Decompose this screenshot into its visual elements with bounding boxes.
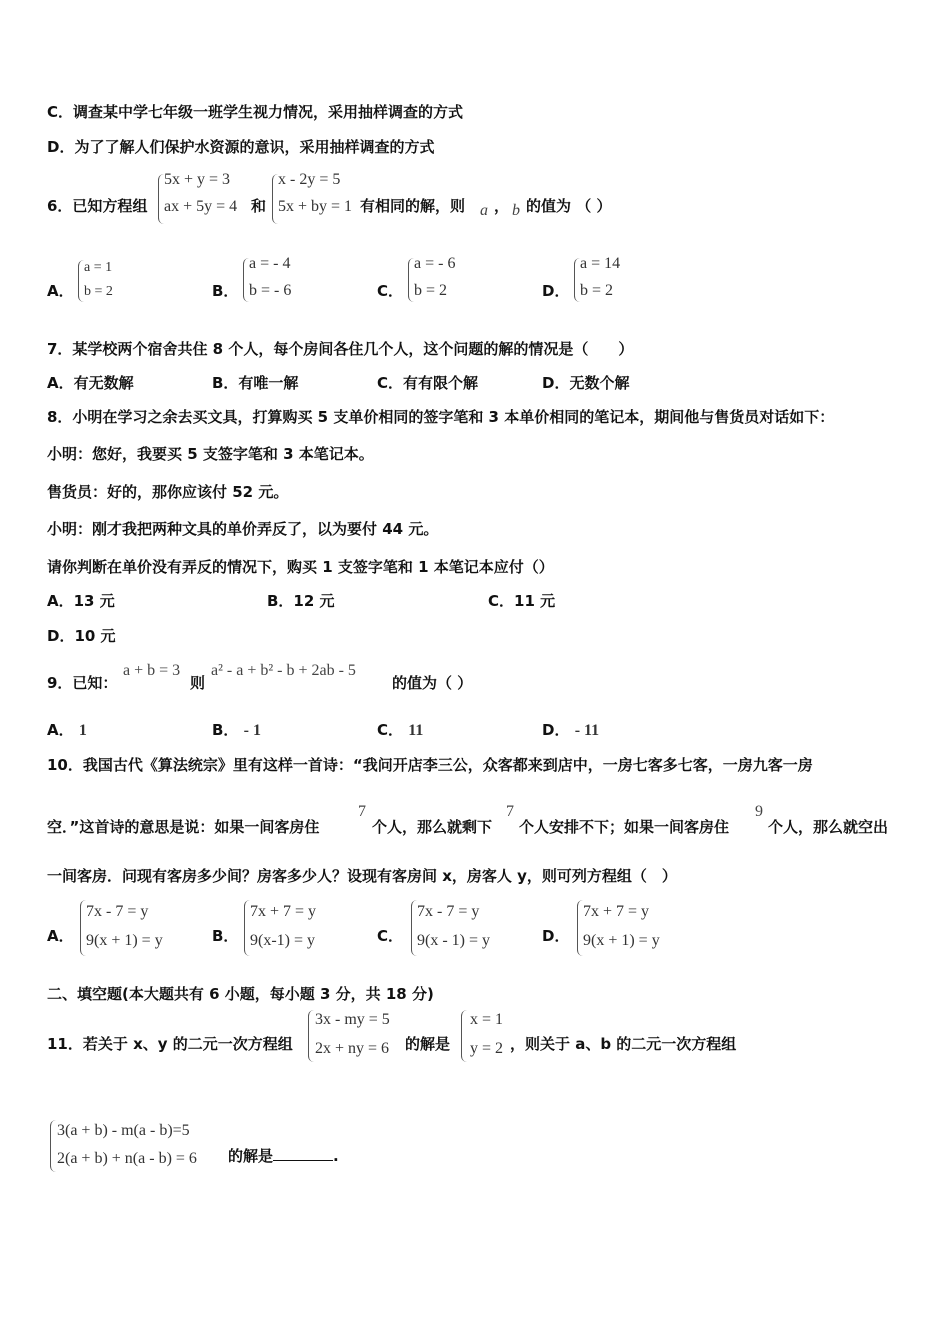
option-b[interactable]: B．12 元 bbox=[267, 592, 335, 610]
brace bbox=[461, 1010, 468, 1062]
q8-dialog-3: 小明：刚才我把两种文具的单价弄反了，以为要付 44 元。 bbox=[47, 520, 439, 538]
q9-expression: a² - a + b² - b + 2ab - 5 bbox=[211, 662, 356, 679]
q10-text-b: 个人，那么就剩下 bbox=[372, 818, 493, 836]
option-c-system: a = - 6 b = 2 bbox=[414, 255, 456, 299]
q10-text-d: 个人，那么就空出 bbox=[768, 818, 889, 836]
q6-var-b: b bbox=[512, 202, 520, 219]
option-c[interactable]: C．11 元 bbox=[488, 592, 556, 610]
option-a-label[interactable]: A． bbox=[47, 721, 74, 739]
q6-system-1: 5x + y = 3 ax + 5y = 4 bbox=[164, 171, 238, 215]
question-8: 8．小明在学习之余去买文具，打算购买 5 支单价相同的签字笔和 3 本单价相同的笔记本，期间他与售货员对话如下： bbox=[47, 408, 835, 426]
option-d-label[interactable]: D． bbox=[542, 721, 570, 739]
option-c-prev: C．调查某中学七年级一班学生视力情况，采用抽样调查的方式 bbox=[47, 103, 464, 121]
option-a[interactable]: A．有无数解 bbox=[47, 374, 134, 392]
option-b[interactable]: B．有唯一解 bbox=[212, 374, 299, 392]
option-d-system: 7x + 7 = y 9(x + 1) = y bbox=[583, 903, 660, 949]
q11-end: . bbox=[333, 1147, 339, 1165]
q9-suffix: 的值为（ ） bbox=[392, 674, 473, 692]
q11-system-2: x = 1 y = 2 bbox=[470, 1011, 504, 1057]
brace bbox=[50, 1120, 57, 1172]
question-10: 10．我国古代《算法统宗》里有这样一首诗：“我问开店李三公，众客都来到店中，一房七客多七客，一房九客一房 bbox=[47, 756, 813, 774]
q11-system-3: 3(a + b) - m(a - b)=5 2(a + b) + n(a - b) = 6 bbox=[57, 1122, 197, 1167]
option-d-label[interactable]: D． bbox=[542, 282, 570, 300]
q11-prefix: 11．若关于 x、y 的二元一次方程组 bbox=[47, 1035, 293, 1053]
q6-system-2: x - 2y = 5 5x + by = 1 bbox=[278, 171, 353, 215]
q6-suffix: 的值为 （ ） bbox=[526, 197, 612, 215]
option-a-label[interactable]: A． bbox=[47, 927, 74, 945]
q6-comma: ， bbox=[494, 197, 510, 215]
q10-number-7a: 7 bbox=[358, 803, 366, 820]
q10-number-7b: 7 bbox=[506, 803, 514, 820]
option-b-label[interactable]: B． bbox=[212, 721, 239, 739]
q11-answer-line bbox=[228, 1146, 339, 1166]
section-2-heading: 二、填空题(本大题共有 6 小题，每小题 3 分，共 18 分) bbox=[47, 985, 434, 1003]
q8-dialog-1: 小明：您好，我要买 5 支签字笔和 3 本笔记本。 bbox=[47, 445, 374, 463]
q10-text-a: 空．”这首诗的意思是说：如果一间客房住 bbox=[47, 818, 320, 836]
option-c[interactable]: C．有有限个解 bbox=[377, 374, 479, 392]
brace bbox=[308, 1010, 315, 1062]
q6-and: 和 bbox=[251, 197, 267, 215]
q11-system-1: 3x - my = 5 2x + ny = 6 bbox=[315, 1011, 390, 1057]
option-d-system: a = 14 b = 2 bbox=[580, 255, 621, 299]
option-b-value: - 1 bbox=[243, 722, 261, 739]
q6-prefix: 6．已知方程组 bbox=[47, 197, 148, 215]
option-c-label[interactable]: C． bbox=[377, 927, 404, 945]
q10-line-3: 一间客房．问现有客房多少间？房客多少人？设现有客房间 x，房客人 y，则可列方程组（ ） bbox=[47, 867, 677, 885]
q11-suffix: ，则关于 a、b 的二元一次方程组 bbox=[510, 1035, 737, 1053]
q10-text-c: 个人安排不下；如果一间客房住 bbox=[519, 818, 730, 836]
option-c-value: 11 bbox=[408, 722, 424, 739]
option-b-system: a = - 4 b = - 6 bbox=[249, 255, 292, 299]
q10-number-9: 9 bbox=[755, 803, 763, 820]
option-d-value: - 11 bbox=[574, 722, 600, 739]
q9-condition: a + b = 3 bbox=[123, 662, 181, 679]
option-a-system: a = 1 b = 2 bbox=[84, 260, 113, 299]
option-a-label[interactable]: A． bbox=[47, 282, 74, 300]
option-a-value: 1 bbox=[78, 722, 87, 739]
answer-blank[interactable] bbox=[273, 1160, 333, 1161]
option-d[interactable]: D．无数个解 bbox=[542, 374, 630, 392]
option-d[interactable]: D．10 元 bbox=[47, 627, 116, 645]
option-c-system: 7x - 7 = y 9(x - 1) = y bbox=[417, 903, 491, 949]
q11-mid: 的解是 bbox=[405, 1035, 451, 1053]
q9-prefix: 9．已知： bbox=[47, 674, 118, 692]
q6-var-a: a bbox=[480, 202, 488, 219]
option-b-system: 7x + 7 = y 9(x-1) = y bbox=[250, 903, 317, 949]
question-7: 7．某学校两个宿舍共住 8 个人，每个房间各住几个人，这个问题的解的情况是（ ） bbox=[47, 340, 634, 358]
q8-dialog-2: 售货员：好的，那你应该付 52 元。 bbox=[47, 483, 289, 501]
option-c-label[interactable]: C． bbox=[377, 721, 404, 739]
option-a-system: 7x - 7 = y 9(x + 1) = y bbox=[86, 903, 163, 949]
q6-text: 有相同的解，则 bbox=[360, 197, 466, 215]
q8-ask: 请你判断在单价没有弄反的情况下，购买 1 支签字笔和 1 本笔记本应付（） bbox=[47, 558, 554, 576]
option-d-label[interactable]: D． bbox=[542, 927, 570, 945]
option-a[interactable]: A．13 元 bbox=[47, 592, 115, 610]
option-b-label[interactable]: B． bbox=[212, 282, 239, 300]
option-b-label[interactable]: B． bbox=[212, 927, 239, 945]
q9-then: 则 bbox=[190, 674, 206, 692]
q11-tail: 的解是 bbox=[228, 1147, 274, 1165]
option-c-label[interactable]: C． bbox=[377, 282, 404, 300]
option-d-prev: D．为了了解人们保护水资源的意识，采用抽样调查的方式 bbox=[47, 138, 435, 156]
